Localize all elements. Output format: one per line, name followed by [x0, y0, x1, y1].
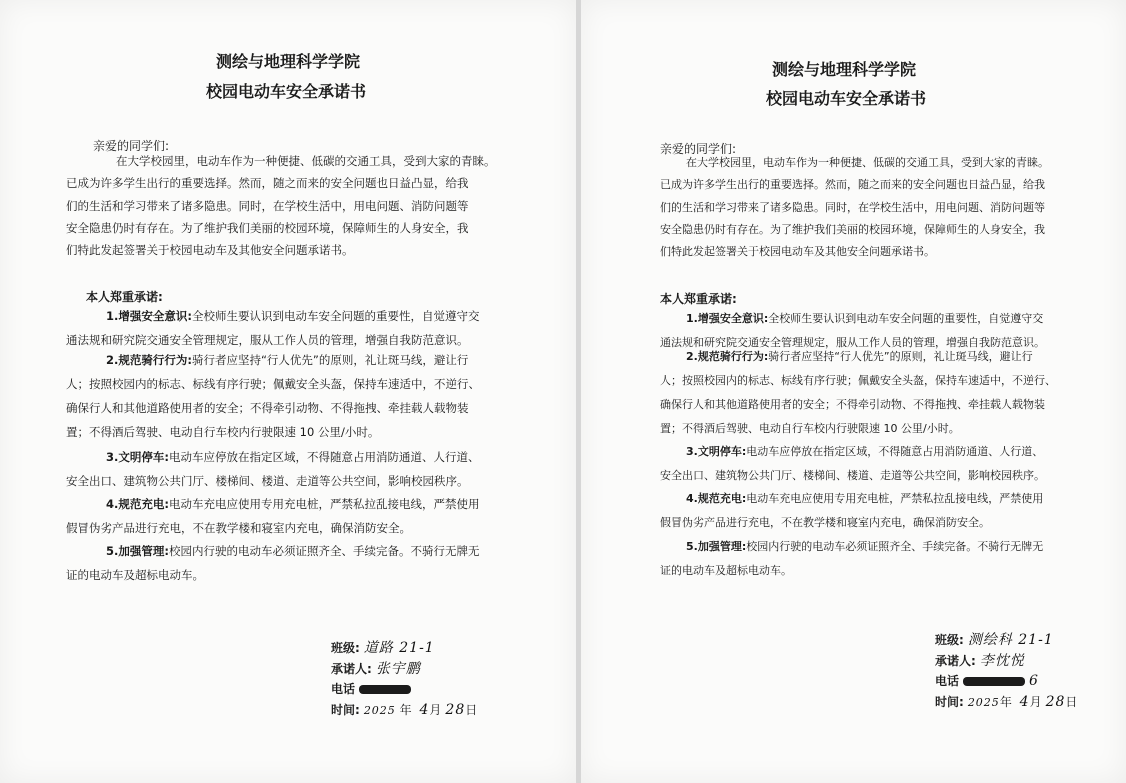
pledge-item-5 [66, 539, 546, 587]
salutation: 亲爱的同学们: [93, 139, 170, 153]
phone-label: 电话 [331, 682, 356, 696]
item-text: 电动车充电应使用专用充电桩，严禁私拉乱接电线，严禁使用 [168, 497, 480, 511]
item-text: 确保行人和其他道路使用者的安全；不得牵引动物、不得拖拽、牵挂载人载物装 [660, 398, 1045, 411]
year-suffix: 年 [399, 702, 412, 717]
item-label: 1.增强安全意识: [106, 309, 192, 323]
item-text: 置；不得酒后驾驶、电动自行车校内行驶限速 10 公里/小时。 [660, 422, 960, 435]
class-label: 班级: [331, 641, 360, 655]
sig-time-row [935, 692, 1077, 713]
item-text: 人；按照校园内的标志、标线有序行驶；佩戴安全头盔，保持车速适中，不逆行、 [66, 377, 480, 391]
salutation: 亲爱的同学们: [660, 142, 737, 156]
intro-line: 安全隐患仍时有存在。为了维护我们美丽的校园环境，保障师生的人身安全，我 [660, 222, 1045, 236]
intro-paragraph [66, 150, 546, 261]
pledge-item-2 [660, 345, 1120, 441]
year-value: 2025 [967, 695, 1000, 709]
item-text: 电动车应停放在指定区域，不得随意占用消防通道、人行道、 [168, 450, 480, 464]
item-label: 2.规范骑行行为: [106, 353, 192, 367]
item-label: 3.文明停车: [686, 445, 747, 458]
item-text: 全校师生要认识到电动车安全问题的重要性，自觉遵守交 [191, 309, 480, 323]
phone-label: 电话 [935, 674, 960, 688]
redacted-phone [963, 677, 1025, 686]
item-label: 4.规范充电: [686, 492, 747, 505]
intro-line: 安全隐患仍时有存在。为了维护我们美丽的校园环境，保障师生的人身安全，我 [66, 220, 469, 235]
class-value: 道路 21-1 [363, 640, 435, 656]
phone-tail: 6 [1029, 673, 1039, 689]
item-text: 校园内行驶的电动车必须证照齐全、手续完备。不骑行无牌无 [168, 544, 480, 558]
intro-line: 已成为许多学生出行的重要选择。然而，随之而来的安全问题也日益凸显，给我 [660, 178, 1045, 192]
item-text: 通法规和研究院交通安全管理规定，服从工作人员的管理，增强自我防范意识。 [660, 336, 1045, 349]
item-text: 置；不得酒后驾驶、电动自行车校内行驶限速 10 公里/小时。 [66, 425, 380, 439]
sig-phone-row [935, 671, 1077, 692]
time-label: 时间: [331, 702, 360, 717]
pledge-heading: 本人郑重承诺: [86, 290, 163, 304]
intro-line: 们的生活和学习带来了诸多隐患。同时，在学校生活中，用电问题、消防问题等 [66, 198, 469, 213]
item-text: 骑行者应坚持“行人优先”的原则，礼让斑马线，避让行 [768, 350, 1033, 363]
sig-class-row [331, 638, 477, 659]
item-label: 3.文明停车: [106, 450, 169, 464]
item-text: 假冒伪劣产品进行充电，不在教学楼和寝室内充电，确保消防安全。 [66, 521, 411, 535]
item-text: 骑行者应坚持“行人优先”的原则，礼让斑马线，避让行 [191, 353, 469, 367]
sig-phone-row [331, 679, 477, 700]
item-label: 5.加强管理: [686, 540, 747, 553]
month-value: 4 [419, 701, 430, 718]
pledge-item-3 [660, 440, 1120, 488]
item-label: 1.增强安全意识: [686, 312, 769, 325]
day-value: 28 [1045, 693, 1066, 710]
time-label: 时间: [935, 694, 964, 709]
sig-class-row [935, 630, 1077, 651]
page-title-pledge: 校园电动车安全承诺书 [766, 89, 927, 108]
month-suffix: 月 [429, 702, 442, 717]
item-text: 证的电动车及超标电动车。 [660, 564, 792, 577]
intro-line: 们特此发起签署关于校园电动车及其他安全问题承诺书。 [66, 243, 354, 258]
pledger-label: 承诺人: [331, 661, 372, 676]
day-value: 28 [445, 701, 466, 718]
item-text: 假冒伪劣产品进行充电，不在教学楼和寝室内充电，确保消防安全。 [660, 516, 990, 529]
intro-line: 在大学校园里，电动车作为一种便捷、低碳的交通工具，受到大家的青睐。 [686, 156, 1049, 169]
redacted-phone [359, 685, 411, 694]
pledge-item-2 [66, 348, 546, 444]
signature-block [935, 630, 1077, 712]
signature-name: 张宇鹏 [375, 660, 421, 677]
page-title-pledge: 校园电动车安全承诺书 [206, 82, 367, 101]
sig-time-row [331, 700, 477, 721]
year-value: 2025 [363, 703, 396, 717]
signature-block [331, 638, 477, 720]
pledge-item-4 [66, 492, 546, 540]
pledge-item-3 [66, 445, 546, 493]
item-label: 5.加强管理: [106, 544, 169, 558]
sig-name-row [935, 651, 1077, 672]
item-text: 全校师生要认识到电动车安全问题的重要性，自觉遵守交 [768, 312, 1044, 325]
pledge-item-5 [660, 535, 1120, 583]
signature-name: 李忱悦 [979, 652, 1025, 669]
pledge-heading: 本人郑重承诺: [660, 292, 737, 306]
pledger-label: 承诺人: [935, 653, 976, 668]
item-label: 2.规范骑行行为: [686, 350, 769, 363]
item-text: 校园内行驶的电动车必须证照齐全、手续完备。不骑行无牌无 [746, 540, 1044, 553]
item-text: 确保行人和其他道路使用者的安全；不得牵引动物、不得拖拽、牵挂载人载物装 [66, 401, 469, 415]
item-text: 人；按照校园内的标志、标线有序行驶；佩戴安全头盔，保持车速适中，不逆行、 [660, 374, 1056, 387]
month-value: 4 [1019, 693, 1030, 710]
day-suffix: 日 [1065, 694, 1078, 709]
right-page [581, 0, 1126, 783]
item-label: 4.规范充电: [106, 497, 169, 511]
intro-paragraph [660, 152, 1120, 263]
item-text: 通法规和研究院交通安全管理规定，服从工作人员的管理，增强自我防范意识。 [66, 333, 469, 347]
pledge-item-1 [66, 304, 546, 352]
intro-line: 在大学校园里，电动车作为一种便捷、低碳的交通工具，受到大家的青睐。 [116, 154, 496, 168]
month-suffix: 月 [1029, 694, 1042, 709]
item-text: 电动车充电应使用专用充电桩，严禁私拉乱接电线，严禁使用 [746, 492, 1044, 505]
day-suffix: 日 [465, 702, 478, 717]
intro-line: 们的生活和学习带来了诸多隐患。同时，在学校生活中，用电问题、消防问题等 [660, 200, 1045, 214]
class-label: 班级: [935, 633, 964, 647]
page-title-college: 测绘与地理科学学院 [216, 52, 361, 71]
intro-line: 们特此发起签署关于校园电动车及其他安全问题承诺书。 [660, 245, 935, 259]
item-text: 安全出口、建筑物公共门厅、楼梯间、楼道、走道等公共空间，影响校园秩序。 [660, 469, 1045, 482]
item-text: 安全出口、建筑物公共门厅、楼梯间、楼道、走道等公共空间，影响校园秩序。 [66, 474, 469, 488]
intro-line: 已成为许多学生出行的重要选择。然而，随之而来的安全问题也日益凸显，给我 [66, 176, 469, 191]
pledge-item-4 [660, 487, 1120, 535]
page-title-college: 测绘与地理科学学院 [772, 60, 917, 79]
item-text: 电动车应停放在指定区域，不得随意占用消防通道、人行道、 [746, 445, 1044, 458]
class-value: 测绘科 21-1 [967, 632, 1054, 648]
item-text: 证的电动车及超标电动车。 [66, 568, 204, 582]
year-suffix: 年 [999, 694, 1012, 709]
sig-name-row [331, 659, 477, 680]
